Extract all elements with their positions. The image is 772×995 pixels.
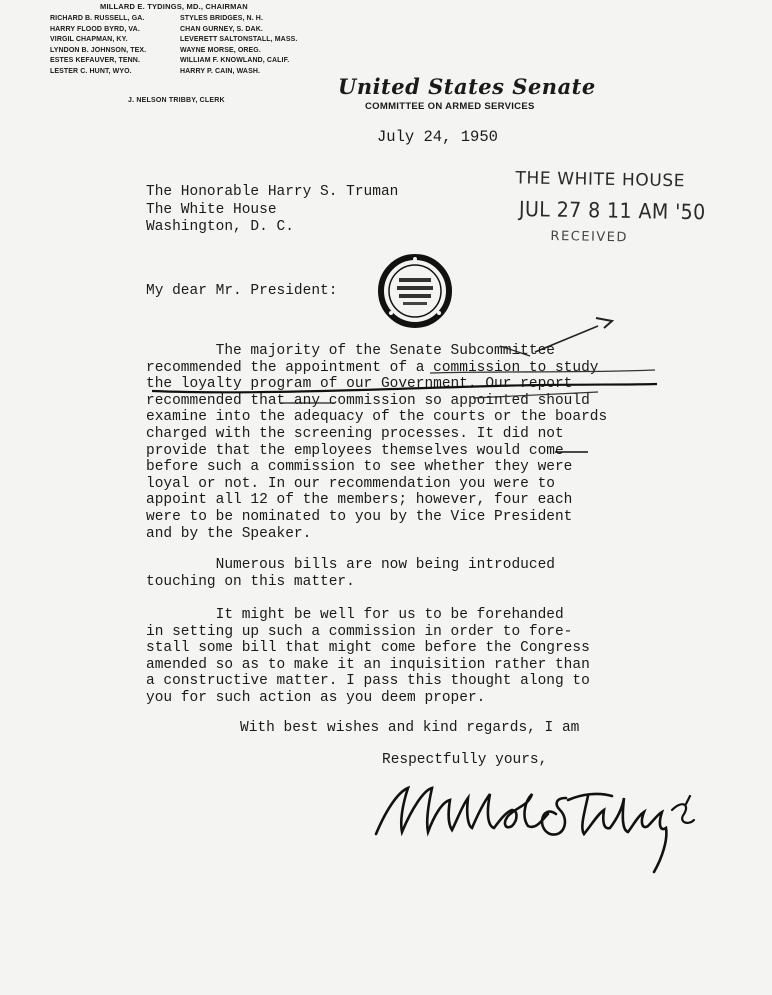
- member-name: WAYNE MORSE, OREG.: [180, 46, 261, 54]
- salutation: My dear Mr. President:: [146, 283, 338, 299]
- member-name: CHAN GURNEY, S. DAK.: [180, 25, 263, 33]
- text-line: Numerous bills are now being introduced: [146, 557, 555, 573]
- committee-name: COMMITTEE ON ARMED SERVICES: [365, 101, 535, 112]
- letter-date: July 24, 1950: [377, 128, 498, 146]
- text-line: the loyalty program of our Government. Our report: [146, 376, 573, 393]
- text-line: and by the Speaker.: [146, 525, 312, 542]
- stamp-date: JUL 27 8 11 AM '50: [518, 197, 706, 225]
- text-line: amended so as to make it an inquisition rather than: [146, 656, 590, 673]
- stamp-line: RECEIVED: [550, 228, 629, 246]
- clerk-line: J. NELSON TRIBBY, CLERK: [128, 97, 225, 104]
- member-name: VIRGIL CHAPMAN, KY.: [50, 36, 128, 44]
- address-line: The White House: [146, 201, 277, 218]
- text-line: recommended the appointment of a commission to study: [146, 359, 599, 376]
- text-line: before such a commission to see whether they were: [146, 459, 573, 476]
- stamp-line: THE WHITE HOUSE: [515, 168, 686, 192]
- member-name: WILLIAM F. KNOWLAND, CALIF.: [180, 57, 290, 65]
- closing-line: With best wishes and kind regards, I am: [240, 720, 580, 736]
- address-line: The Honorable Harry S. Truman: [146, 184, 399, 200]
- committee-members-left: [50, 14, 146, 78]
- recipient-address: [146, 184, 398, 237]
- body-paragraph: [146, 343, 607, 542]
- received-stamp: [514, 168, 706, 246]
- text-line: stall some bill that might come before the Congress: [146, 640, 590, 657]
- text-line: loyal or not. In our recommendation you were to: [146, 475, 555, 492]
- signoff: Respectfully yours,: [382, 752, 548, 768]
- text-line: appoint all 12 of the members; however, four each: [146, 492, 573, 509]
- member-name: HARRY FLOOD BYRD, VA.: [50, 25, 140, 33]
- member-name: LEVERETT SALTONSTALL, MASS.: [180, 36, 298, 44]
- text-line: in setting up such a commission in order to fore-: [146, 623, 573, 640]
- seal-stamp-icon: [377, 253, 453, 329]
- text-line: examine into the adequacy of the courts or the boards: [146, 409, 608, 426]
- text-line: a constructive matter. I pass this thought along to: [146, 673, 590, 690]
- letterhead-title: United States Senate: [338, 74, 596, 99]
- text-line: touching on this matter.: [146, 573, 355, 590]
- chairman-line: MILLARD E. TYDINGS, MD., CHAIRMAN: [100, 2, 248, 11]
- body-paragraph: [146, 607, 590, 707]
- body-paragraph: [146, 557, 555, 590]
- text-line: recommended that any commission so appointed should: [146, 392, 590, 409]
- committee-members-right: [180, 14, 297, 78]
- text-line: The majority of the Senate Subcommittee: [146, 343, 555, 359]
- text-line: you for such action as you deem proper.: [146, 689, 486, 706]
- signature-image: [372, 770, 712, 880]
- text-line: provide that the employees themselves would come: [146, 442, 564, 459]
- member-name: ESTES KEFAUVER, TENN.: [50, 57, 141, 65]
- text-line: charged with the screening processes. It did not: [146, 425, 564, 442]
- member-name: STYLES BRIDGES, N. H.: [180, 15, 263, 22]
- text-line: It might be well for us to be forehanded: [146, 607, 564, 623]
- text-line: were to be nominated to you by the Vice President: [146, 508, 573, 525]
- member-name: LESTER C. HUNT, WYO.: [50, 67, 132, 75]
- member-name: HARRY P. CAIN, WASH.: [180, 67, 261, 75]
- address-line: Washington, D. C.: [146, 219, 294, 235]
- member-name: RICHARD B. RUSSELL, GA.: [50, 15, 145, 22]
- member-name: LYNDON B. JOHNSON, TEX.: [50, 46, 147, 54]
